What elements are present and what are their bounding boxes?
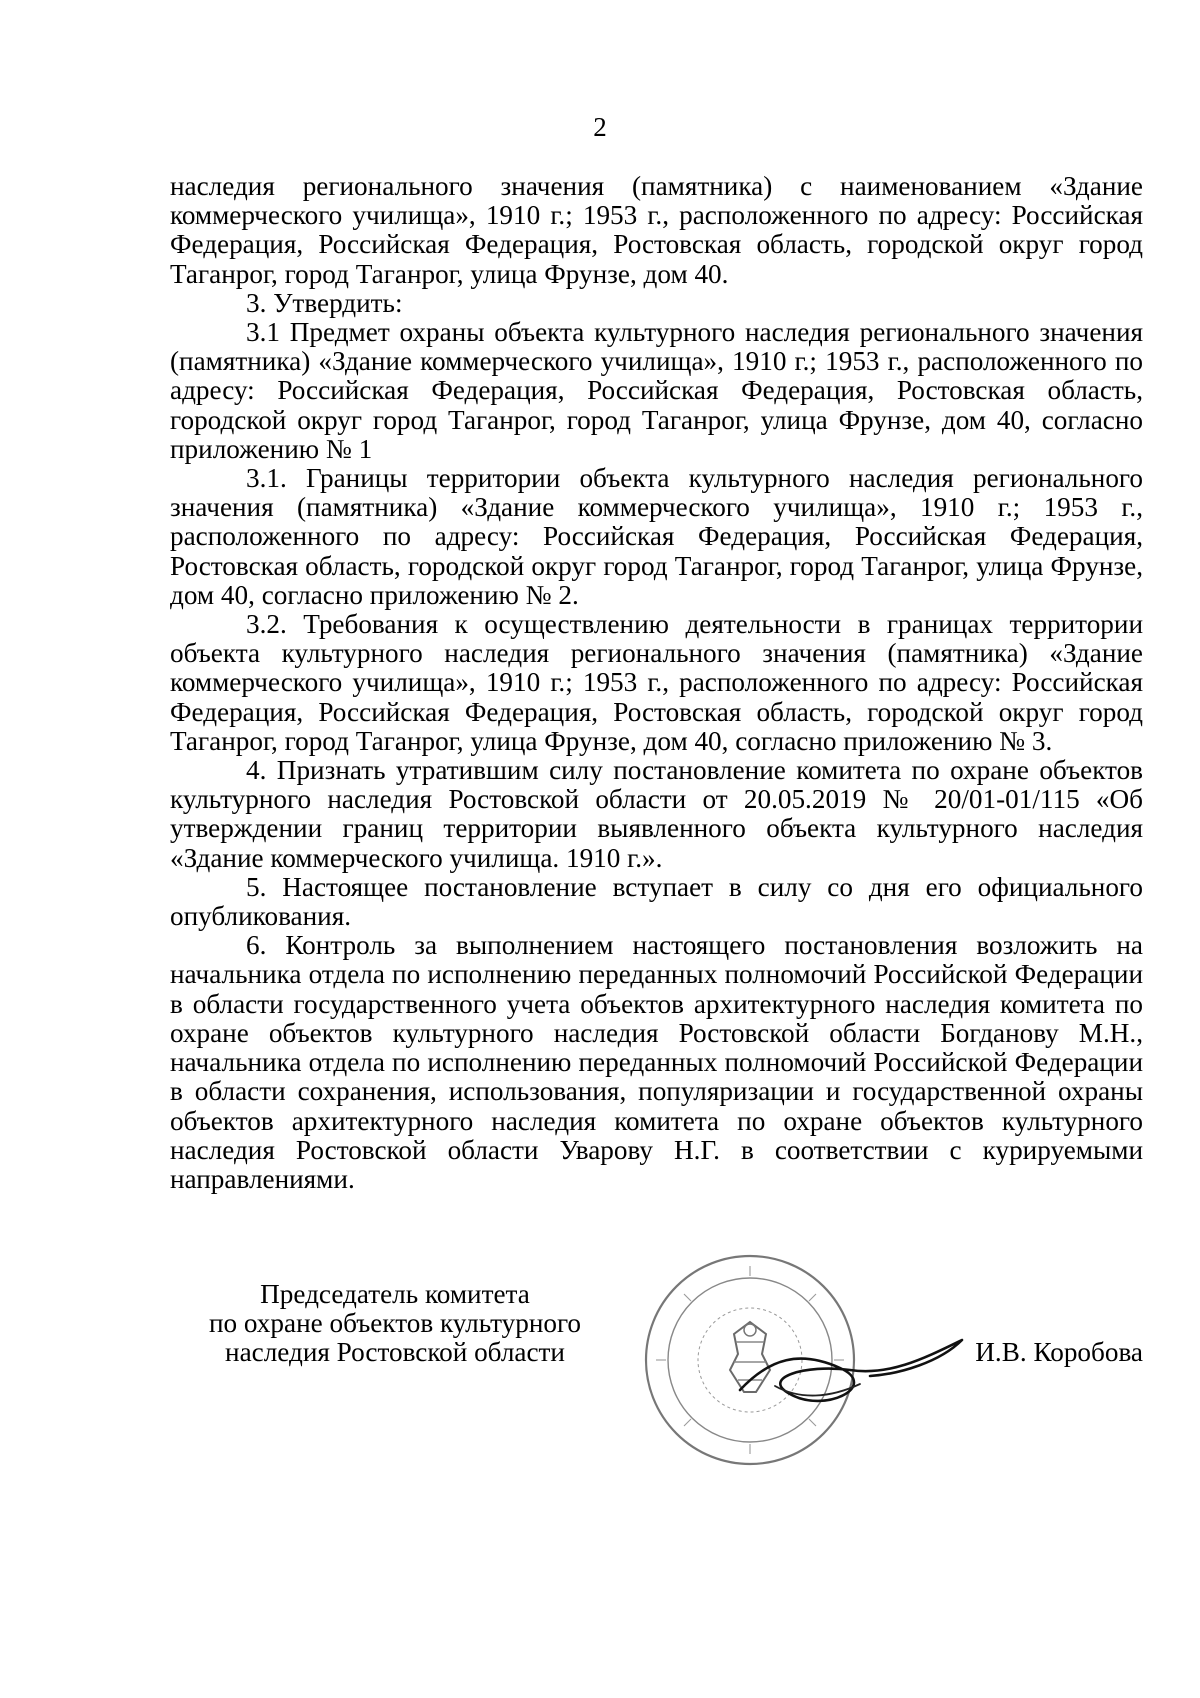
paragraph-4: 4. Признать утратившим силу постановление комитета по охране объектов культурного наследия Ростовской области от 20.05.2019 № 20/01-01/115 «Об утверждении границ территории выявленного объекта культурного наследия «Здание коммерческого училища. 1910 г.». [170, 755, 1143, 873]
paragraph-3-2: 3.2. Требования к осуществлению деятельности в границах территории объекта культурного наследия регионального значения (памятника) «Здание коммерческого училища», 1910 г.; 1953 г., расположенного по адресу: Российская Федерация, Российская Федерация, Ростовская область, городской округ город Таганрог, город Таганрог, улица Фрунзе, дом 40, согласно приложению № 3. [170, 609, 1143, 756]
handwritten-signature-icon [730, 1328, 970, 1418]
signatory-position-line: по охране объектов культурного [208, 1308, 582, 1339]
signatory-name: И.В. Коробова [975, 1337, 1143, 1367]
page-number: 2 [593, 112, 607, 142]
paragraph-5: 5. Настоящее постановление вступает в силу со дня его официального опубликования. [170, 871, 1143, 932]
signatory-position-line: наследия Ростовской области [225, 1337, 565, 1368]
signatory-position-line: Председатель комитета [260, 1279, 530, 1309]
paragraph-3: 3. Утвердить: [246, 287, 403, 318]
paragraph-continuation: наследия регионального значения (памятника) с наименованием «Здание коммерческого училища», 1910 г.; 1953 г., расположенного по адресу: Российская Федерация, Российская Федерация, Ростовская область, городской округ город Таганрог, город Таганрог, улица Фрунзе, дом 40. [170, 171, 1143, 289]
paragraph-6: 6. Контроль за выполнением настоящего постановления возложить на начальника отдела по исполнению переданных полномочий Российской Федерации в области государственного учета объектов архитектурного наследия комитета по охране объектов культурного наследия Ростовской области Богданову М.Н., начальника отдела по исполнению переданных полномочий Российской Федерации в области сохранения, использования, популяризации и государственной охраны объектов архитектурного наследия комитета по охране объектов культурного наследия Ростовской области Уварову Н.Г. в соответствии с курируемыми направлениями. [170, 930, 1143, 1194]
signatory-position [185, 1280, 605, 1368]
document-body [170, 172, 1143, 1194]
paragraph-3-1-subject: 3.1 Предмет охраны объекта культурного наследия регионального значения (памятника) «Здание коммерческого училища», 1910 г.; 1953 г., расположенного по адресу: Российская Федерация, Российская Федерация, Ростовская область, городской округ город Таганрог, город Таганрог, улица Фрунзе, дом 40, согласно приложению № 1 [170, 317, 1143, 464]
signature-block [0, 1270, 1200, 1500]
paragraph-3-1-borders: 3.1. Границы территории объекта культурного наследия регионального значения (памятника) «Здание коммерческого училища», 1910 г.; 1953 г., расположенного по адресу: Российская Федерация, Российская Федерация, Ростовская область, городской округ город Таганрог, город Таганрог, улица Фрунзе, дом 40, согласно приложению № 2. [170, 463, 1143, 610]
